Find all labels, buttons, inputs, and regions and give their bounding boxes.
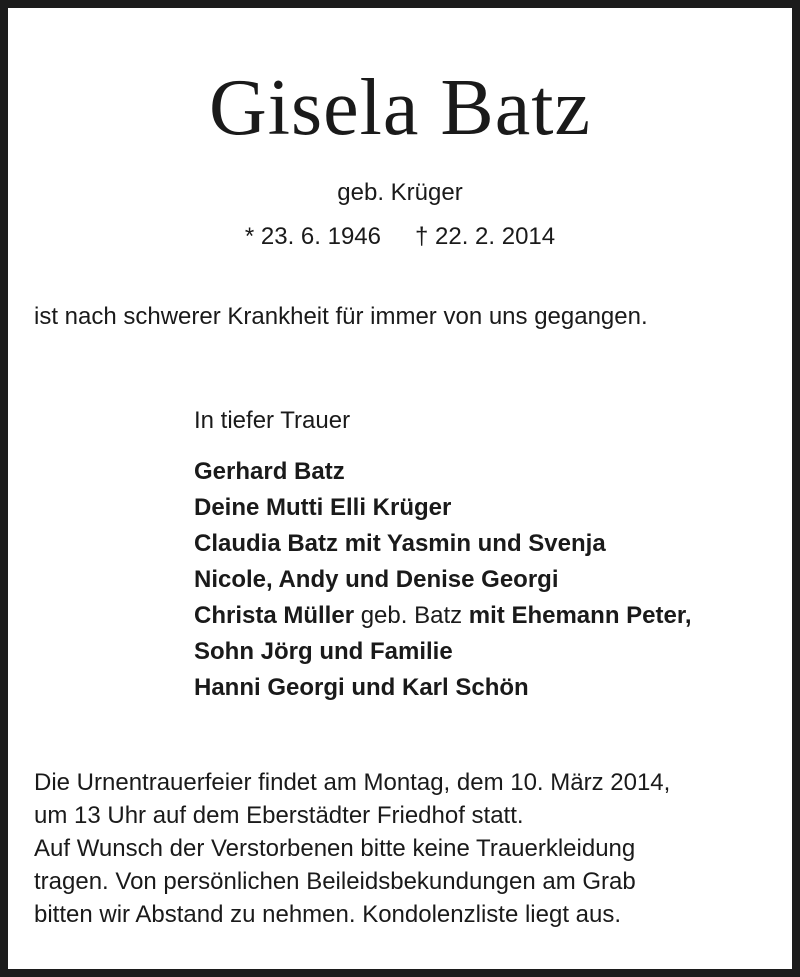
mourner-spouse: mit Ehemann Peter,: [468, 602, 692, 629]
maiden-name: geb. Krüger: [337, 179, 463, 206]
closing-line: tragen. Von persönlichen Beileidsbekundungen am Grab: [34, 868, 636, 895]
intro-text: ist nach schwerer Krankheit für immer von uns gegangen.: [34, 303, 648, 330]
mourner-item: Hanni Georgi und Karl Schön: [194, 674, 529, 701]
closing-line: Auf Wunsch der Verstorbenen bitte keine Trauerkleidung: [34, 835, 636, 862]
closing-line: bitten wir Abstand zu nehmen. Kondolenzliste liegt aus.: [34, 901, 622, 928]
closing-line: Die Urnentrauerfeier findet am Montag, dem 10. März 2014,: [34, 769, 671, 796]
closing-line: um 13 Uhr auf dem Eberstädter Friedhof statt.: [34, 802, 524, 829]
mourner-item: [194, 598, 692, 634]
mourner-name: Christa Müller: [194, 602, 355, 629]
mourner-item: Gerhard Batz: [194, 458, 345, 485]
life-dates: [8, 222, 792, 252]
mourning-line: In tiefer Trauer: [194, 407, 351, 434]
deceased-name: Gisela Batz: [209, 64, 591, 152]
closing-text: [34, 766, 670, 931]
mourner-item: Deine Mutti Elli Krüger: [194, 494, 452, 521]
mourners-list: [194, 454, 692, 706]
mourner-item: Claudia Batz mit Yasmin und Svenja: [194, 530, 606, 557]
death-date: † 22. 2. 2014: [415, 223, 556, 250]
mourner-maiden-name: geb. Batz: [360, 602, 463, 629]
birth-date: * 23. 6. 1946: [244, 223, 381, 250]
mourner-item: Sohn Jörg und Familie: [194, 638, 453, 665]
mourner-item: Nicole, Andy und Denise Georgi: [194, 566, 559, 593]
